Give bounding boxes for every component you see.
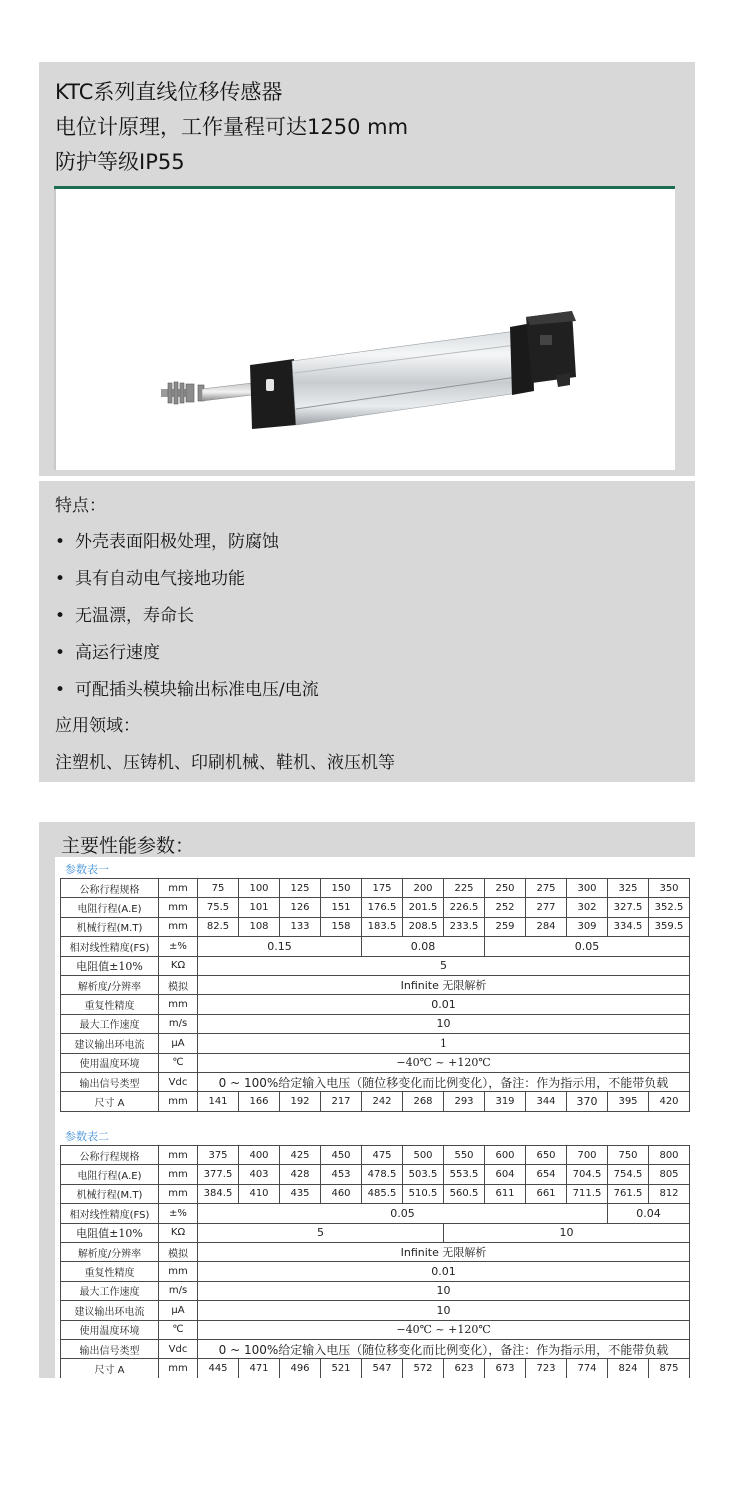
specs-panel	[39, 822, 695, 1378]
applications-list: 注塑机、压铸机、印刷机械、鞋机、液压机等	[55, 753, 395, 773]
table-row: 公称行程规格 mm 75 100 125 150 175 200 225 250 275 300 325 350	[61, 879, 690, 898]
hero-panel	[39, 62, 695, 476]
hero-title: KTC系列直线位移传感器	[55, 80, 283, 104]
table-row: 相对线性精度(FS) ±% 0.15 0.08 0.05	[61, 937, 690, 956]
table-row: 输出信号类型 Vdc 0 ~ 100%给定输入电压（随位移变化而比例变化），备注：作为指示用，不能带负载	[61, 1339, 690, 1358]
spec-table-1	[60, 878, 690, 1112]
table-row: 最大工作速度 m/s 10	[61, 1014, 690, 1033]
feature-item: • 外壳表面阳极处理，防腐蚀	[55, 532, 279, 552]
spec-tables-card	[55, 857, 695, 1378]
table-row: 重复性精度 mm 0.01	[61, 1262, 690, 1281]
bullet-icon: •	[55, 569, 66, 589]
bullet-icon: •	[55, 643, 66, 663]
table-row: 重复性精度 mm 0.01	[61, 995, 690, 1014]
table-row: 最大工作速度 m/s 10	[61, 1281, 690, 1300]
table-row: 机械行程(M.T) mm 82.5 108 133 158 183.5 208.5 233.5 259 284 309 334.5 359.5	[61, 917, 690, 936]
feature-item: • 具有自动电气接地功能	[55, 569, 245, 589]
table-row: 电阻行程(A.E) mm 377.5 403 428 453 478.5 503.5 553.5 604 654 704.5 754.5 805	[61, 1165, 690, 1184]
table2-label: 参数表二	[65, 1130, 109, 1143]
table-row: 解析度/分辨率 模拟 Infinite 无限解析	[61, 1242, 690, 1261]
specs-title: 主要性能参数：	[61, 835, 195, 857]
bullet-icon: •	[55, 606, 66, 626]
hero-subtitle-range: 电位计原理，工作量程可达1250 mm	[55, 115, 409, 139]
table-row: 公称行程规格 mm 375 400 425 450 475 500 550 600 650 700 750 800	[61, 1146, 690, 1165]
features-heading: 特点：	[55, 496, 106, 516]
table-row: 电阻行程(A.E) mm 75.5 101 126 151 176.5 201.5 226.5 252 277 302 327.5 352.5	[61, 898, 690, 917]
applications-heading: 应用领域：	[55, 716, 140, 736]
table-row: 电阻值±10% KΩ 5	[61, 956, 690, 975]
table-row: 相对线性精度(FS) ±% 0.05 0.04	[61, 1204, 690, 1223]
table1-label: 参数表一	[65, 863, 109, 876]
table-row: 电阻值±10% KΩ 5 10	[61, 1223, 690, 1242]
table-row: 尺寸 A mm 445 471 496 521 547 572 623 673 723 774 824 875	[61, 1359, 690, 1378]
spec-table-2	[60, 1145, 690, 1378]
hero-subtitle-protection: 防护等级IP55	[55, 150, 185, 174]
feature-item: • 高运行速度	[55, 643, 160, 663]
table-row: 建议输出环电流 μA 1	[61, 1034, 690, 1053]
feature-item: • 无温漂，寿命长	[55, 606, 194, 626]
table-row: 机械行程(M.T) mm 384.5 410 435 460 485.5 510.5 560.5 611 661 711.5 761.5 812	[61, 1184, 690, 1203]
table-row: 尺寸 A mm 141 166 192 217 242 268 293 319 344 370 395 420	[61, 1092, 690, 1111]
table-row: 建议输出环电流 μA 10	[61, 1301, 690, 1320]
feature-item: • 可配插头模块输出标准电压/电流	[55, 680, 319, 700]
product-photo	[54, 189, 675, 470]
features-panel	[39, 481, 695, 782]
table-row: 输出信号类型 Vdc 0 ~ 100%给定输入电压（随位移变化而比例变化），备注：作为指示用，不能带负载	[61, 1072, 690, 1091]
linear-displacement-sensor-icon	[56, 189, 675, 470]
table-row: 使用温度环境 ℃ −40℃ ~ +120℃	[61, 1053, 690, 1072]
table-row: 使用温度环境 ℃ −40℃ ~ +120℃	[61, 1320, 690, 1339]
bullet-icon: •	[55, 680, 66, 700]
bullet-icon: •	[55, 532, 66, 552]
table-row: 解析度/分辨率 模拟 Infinite 无限解析	[61, 975, 690, 994]
hero-text	[55, 75, 408, 180]
